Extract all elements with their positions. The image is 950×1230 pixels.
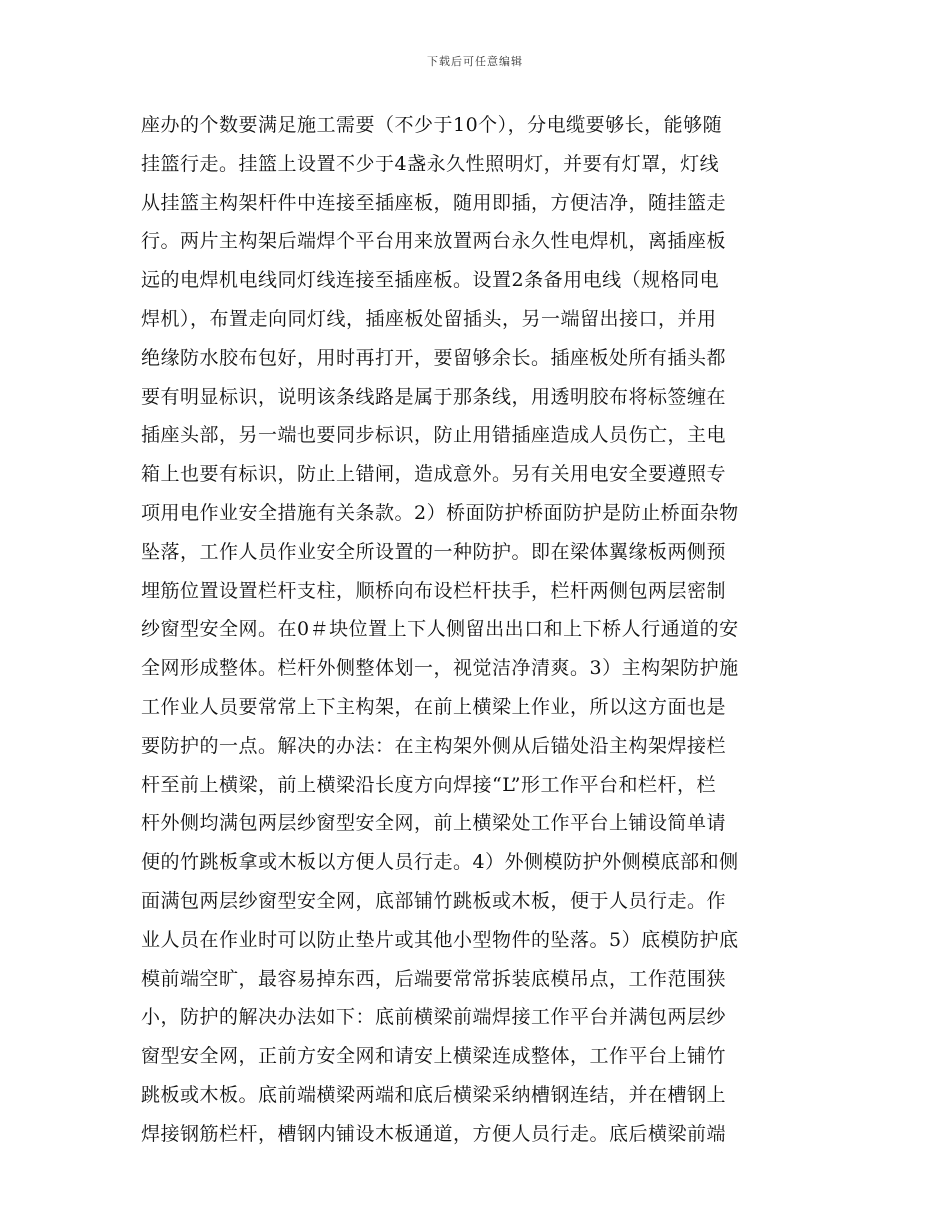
text-line: 纱窗型安全网。在0＃块位置上下人侧留出出口和上下桥人行通道的安 — [141, 618, 739, 641]
body-text — [141, 106, 811, 1154]
text-line: 便的竹跳板拿或木板以方便人员行走。4）外侧模防护外侧模底部和侧 — [141, 851, 739, 874]
text-line: 远的电焊机电线同灯线连接至插座板。设置2条备用电线（规格同电 — [141, 269, 720, 292]
text-line: 坠落，工作人员作业安全所设置的一种防护。即在梁体翼缘板两侧预 — [141, 540, 727, 563]
text-line: 要防护的一点。解决的办法：在主构架外侧从后锚处沿主构架焊接栏 — [141, 734, 727, 757]
text-line: 焊机），布置走向同灯线，插座板处留插头，另一端留出接口，并用 — [141, 307, 717, 330]
page-header: 下载后可任意编辑 — [427, 55, 523, 68]
text-line: 杆至前上横梁，前上横梁沿长度方向焊接“L”形工作平台和栏杆，栏 — [141, 773, 716, 796]
text-line: 全网形成整体。栏杆外侧整体划一，视觉洁净清爽。3）主构架防护施 — [141, 657, 739, 680]
text-line: 杆外侧均满包两层纱窗型安全网，前上横梁处工作平台上铺设简单请 — [141, 812, 727, 835]
text-line: 焊接钢筋栏杆，槽钢内铺设木板通道，方便人员行走。底后横梁前端 — [141, 1122, 727, 1145]
text-line: 窗型安全网，正前方安全网和请安上横梁连成整体，工作平台上铺竹 — [141, 1045, 727, 1068]
text-line: 行。两片主构架后端焊个平台用来放置两台永久性电焊机，离插座板 — [141, 230, 727, 253]
text-line: 要有明显标识，说明该条线路是属于那条线，用透明胶布将标签缠在 — [141, 385, 727, 408]
text-line: 挂篮行走。挂篮上设置不少于4盏永久性照明灯，并要有灯罩，灯线 — [141, 152, 720, 175]
text-line: 插座头部，另一端也要同步标识，防止用错插座造成人员伤亡，主电 — [141, 424, 727, 447]
text-line: 小，防护的解决办法如下：底前横梁前端焊接工作平台并满包两层纱 — [141, 1006, 727, 1029]
text-line: 工作业人员要常常上下主构架，在前上横梁上作业，所以这方面也是 — [141, 695, 727, 718]
text-line: 跳板或木板。底前端横梁两端和底后横梁采纳槽钢连结，并在槽钢上 — [141, 1083, 727, 1106]
text-line: 埋筋位置设置栏杆支柱，顺桥向布设栏杆扶手，栏杆两侧包两层密制 — [141, 579, 727, 602]
text-line: 座办的个数要满足施工需要（不少于10个），分电缆要够长，能够随 — [141, 114, 723, 136]
text-line: 箱上也要有标识，防止上错闸，造成意外。另有关用电安全要遵照专 — [141, 463, 727, 486]
text-line: 绝缘防水胶布包好，用时再打开，要留够余长。插座板处所有插头都 — [141, 346, 727, 369]
text-line: 业人员在作业时可以防止垫片或其他小型物件的坠落。5）底模防护底 — [141, 928, 739, 951]
text-line: 从挂篮主构架杆件中连接至插座板，随用即插，方便洁净，随挂篮走 — [141, 191, 727, 214]
text-line: 模前端空旷，最容易掉东西，后端要常常拆装底模吊点，工作范围狭 — [141, 967, 727, 990]
text-line: 项用电作业安全措施有关条款。2）桥面防护桥面防护是防止桥面杂物 — [141, 501, 739, 524]
text-line: 面满包两层纱窗型安全网，底部铺竹跳板或木板，便于人员行走。作 — [141, 889, 727, 912]
